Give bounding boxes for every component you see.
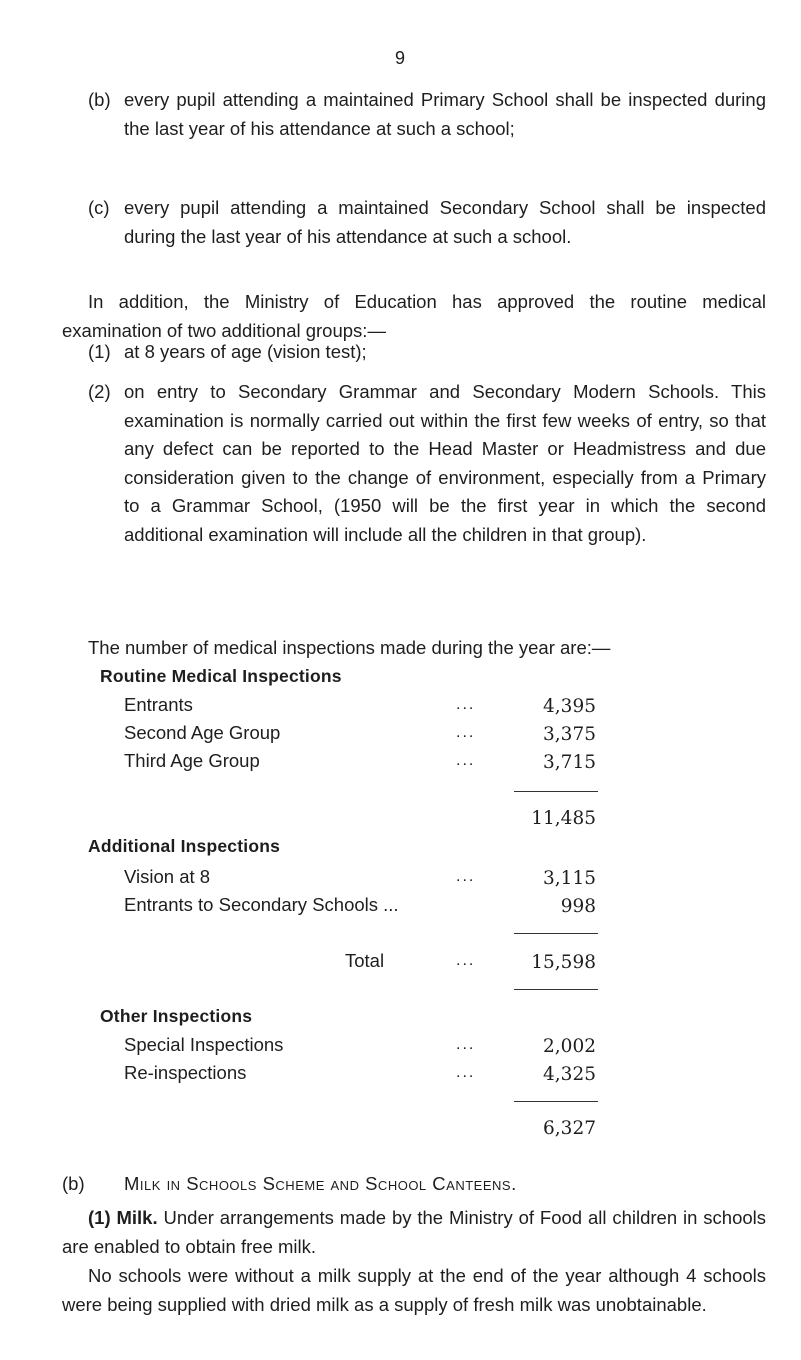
leader-dots: ...: [456, 1064, 476, 1081]
routine-row-label: Entrants: [124, 694, 193, 715]
leader-dots: ...: [456, 952, 476, 969]
milk-paragraph: [62, 1204, 766, 1261]
item-b-text: every pupil attending a maintained Primary School shall be inspected during the last year of his attendance at such a school;: [124, 89, 766, 139]
routine-row-label: Second Age Group: [124, 722, 281, 743]
item-b-label: (b): [88, 89, 111, 110]
additional-row-value: 998: [560, 896, 596, 917]
section-b-title: Milk in Schools Scheme and School Canteens.: [124, 1173, 517, 1194]
routine-row-value: 4,395: [543, 696, 596, 717]
other-row-label: Re-inspections: [124, 1062, 247, 1083]
milk-lead: (1) Milk.: [88, 1207, 158, 1228]
subtotal-rule: [514, 791, 598, 792]
leader-dots: ...: [456, 696, 476, 713]
routine-heading: Routine Medical Inspections: [100, 666, 342, 686]
other-row-value: 4,325: [543, 1064, 596, 1085]
routine-subtotal: 11,485: [531, 808, 596, 829]
total-value: 15,598: [531, 952, 596, 973]
supply-paragraph: No schools were without a milk supply at the end of the year although 4 schools were being supplied with dried milk as a supply of fresh milk was unobtainable.: [62, 1265, 766, 1315]
item-c-label: (c): [88, 197, 110, 218]
routine-row-value: 3,715: [543, 752, 596, 773]
group-2-label: (2): [88, 381, 111, 402]
section-b-label: (b): [62, 1173, 85, 1194]
total-rule: [514, 933, 598, 934]
group-2-text: on entry to Secondary Grammar and Secondary Modern Schools. This examination is normally carried out within the first few weeks of entry, so that any defect can be reported to the Head Master or Headmistress and due consideration given to the change of environment, especially from a Primary to a Grammar School, (1950 will be the first year in which the second additional examination will include all the children in that group).: [124, 381, 766, 545]
routine-row-value: 3,375: [543, 724, 596, 745]
addition-paragraph: In addition, the Ministry of Education has approved the routine medical examination of two additional groups:—: [62, 291, 766, 341]
group-1-label: (1): [88, 341, 111, 362]
total-rule-bottom: [514, 989, 598, 990]
leader-dots: ...: [456, 868, 476, 885]
milk-text: Under arrangements made by the Ministry of Food all children in schools are enabled to obtain free milk.: [62, 1207, 767, 1257]
other-row-label: Special Inspections: [124, 1034, 284, 1055]
group-1-text: at 8 years of age (vision test);: [124, 341, 367, 362]
other-subtotal: 6,327: [543, 1118, 596, 1139]
inspections-intro: The number of medical inspections made during the year are:—: [88, 637, 611, 658]
additional-row-value: 3,115: [543, 868, 596, 889]
other-heading: Other Inspections: [100, 1006, 253, 1026]
additional-row-label: Entrants to Secondary Schools ...: [124, 894, 399, 915]
additional-heading: Additional Inspections: [88, 836, 281, 856]
routine-row-label: Third Age Group: [124, 750, 260, 771]
total-label: Total: [345, 950, 385, 971]
item-c-text: every pupil attending a maintained Secondary School shall be inspected during the last year of his attendance at such a school.: [124, 197, 766, 247]
other-row-value: 2,002: [543, 1036, 596, 1057]
leader-dots: ...: [456, 752, 476, 769]
leader-dots: ...: [456, 724, 476, 741]
leader-dots: ...: [456, 1036, 476, 1053]
page-number: 9: [395, 48, 406, 68]
additional-row-label: Vision at 8: [124, 866, 211, 887]
other-subtotal-rule: [514, 1101, 598, 1102]
